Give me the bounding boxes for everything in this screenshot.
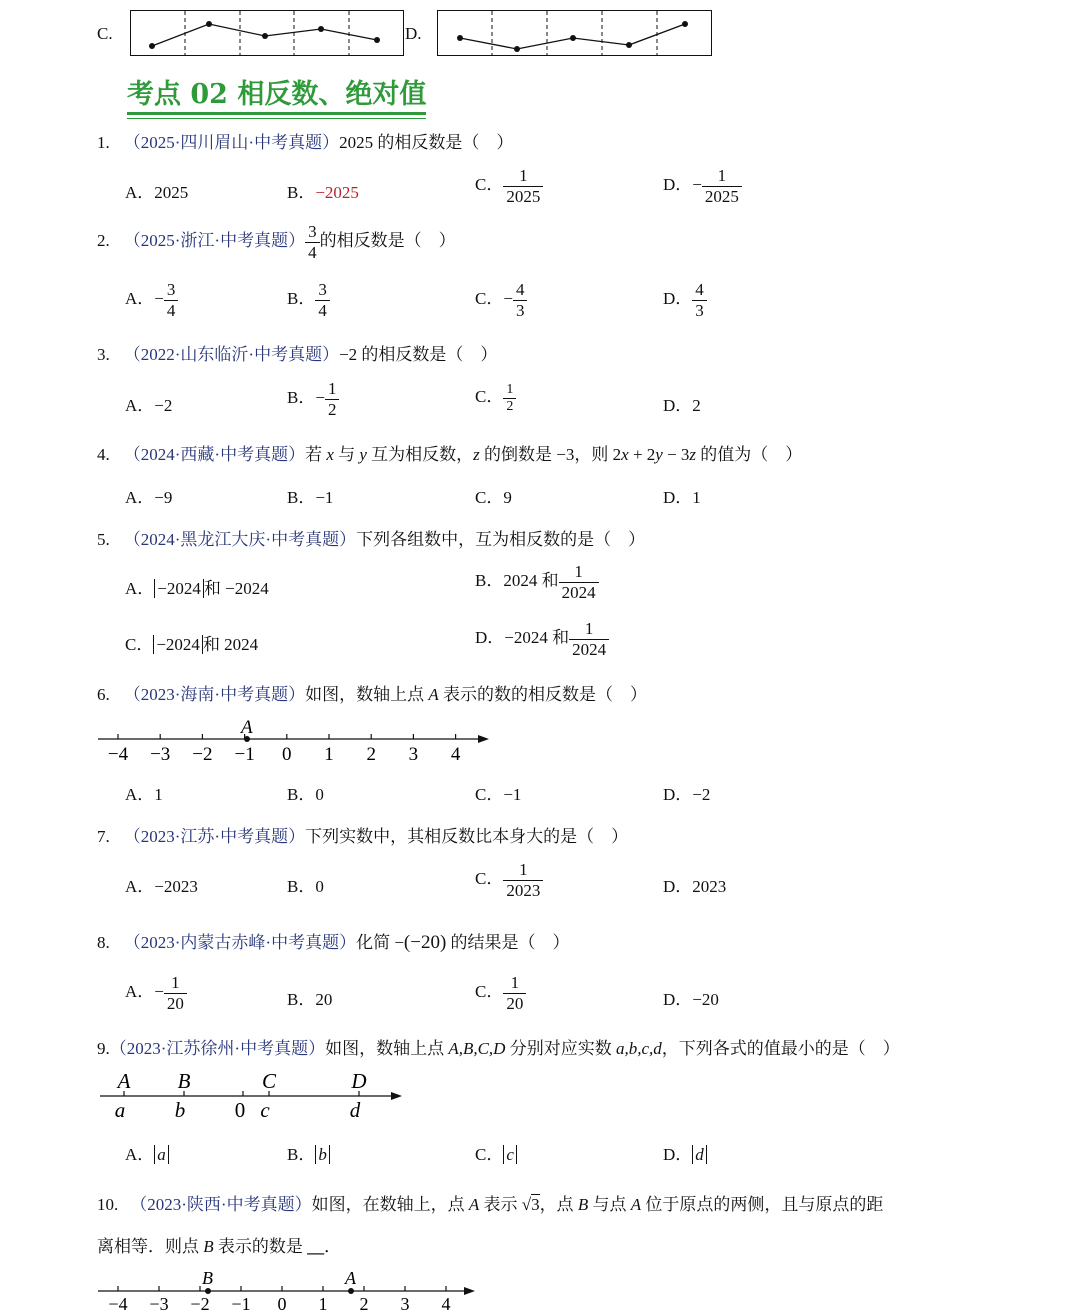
q3-option-c bbox=[475, 382, 516, 415]
tick-label: 2 bbox=[359, 1294, 369, 1314]
fraction-denominator: 2024 bbox=[569, 639, 609, 660]
q6-option-b: B．0 bbox=[287, 785, 324, 804]
q2-option-c bbox=[475, 280, 527, 320]
question-4 bbox=[97, 440, 802, 465]
option-value: 和 2024 bbox=[202, 635, 259, 654]
option-label: D． bbox=[663, 1145, 693, 1164]
option-d-graph bbox=[437, 10, 712, 56]
point-label: D bbox=[351, 1069, 367, 1093]
q8-option-d: D．−20 bbox=[663, 990, 719, 1009]
question-2 bbox=[97, 222, 456, 262]
question-text: 的相反数是（ ） bbox=[319, 230, 456, 250]
tick-label: 4 bbox=[441, 1294, 451, 1314]
tick-label: −1 bbox=[231, 1294, 251, 1314]
fraction-numerator: 3 bbox=[308, 222, 317, 241]
question-10 bbox=[97, 1190, 883, 1215]
absolute-value: −2024 bbox=[154, 579, 204, 598]
option-d-label: D. bbox=[405, 24, 422, 43]
tick-label: −4 bbox=[107, 744, 129, 765]
point-label: A bbox=[117, 1069, 131, 1093]
option-label: D．− bbox=[663, 174, 702, 194]
fraction-numerator: 1 bbox=[584, 619, 594, 638]
question-text: 下列实数中，其相反数比本身大的是（ ） bbox=[305, 827, 629, 846]
text-segment: ，点 bbox=[539, 1195, 578, 1214]
option-label: B．2024 和 bbox=[475, 570, 559, 590]
question-10-line-2 bbox=[97, 1232, 341, 1257]
fraction-numerator: 1 bbox=[519, 860, 528, 879]
question-number: 3. bbox=[97, 345, 110, 364]
fraction-numerator: 1 bbox=[717, 166, 727, 185]
option-label: B．− bbox=[287, 387, 325, 407]
fraction-denominator: 3 bbox=[692, 300, 707, 321]
fraction-numerator: 3 bbox=[318, 280, 327, 299]
q6-option-a: A．1 bbox=[125, 785, 163, 804]
variable: A bbox=[630, 1195, 642, 1214]
graph-point bbox=[514, 46, 520, 52]
q9-option-b bbox=[287, 1140, 330, 1165]
axis-arrow bbox=[478, 735, 489, 743]
q4-option-d: D．1 bbox=[663, 488, 701, 507]
option-label: C． bbox=[475, 387, 504, 406]
question-3 bbox=[97, 340, 497, 365]
fraction-numerator: 1 bbox=[510, 973, 520, 992]
question-1 bbox=[97, 128, 513, 153]
q4-option-b: B．−1 bbox=[287, 488, 334, 507]
number-line-q6 bbox=[95, 712, 495, 768]
q1-option-b bbox=[287, 178, 359, 203]
text-segment: ，下列各式的值最小的是（ ） bbox=[661, 1039, 900, 1058]
question-9 bbox=[97, 1034, 900, 1059]
fraction-denominator: 2 bbox=[503, 398, 516, 415]
tick-label: −3 bbox=[150, 744, 171, 765]
sqrt-symbol: √ bbox=[521, 1195, 532, 1214]
q8-option-c bbox=[475, 973, 526, 1013]
graph-point bbox=[318, 26, 324, 32]
question-number: 5. bbox=[97, 530, 110, 549]
text-segment: 表示的数的相反数是（ ） bbox=[438, 685, 647, 704]
graph-frame bbox=[131, 11, 404, 56]
section-heading: 考点 02 相反数、绝对值 bbox=[127, 72, 426, 115]
tick-label: 0 bbox=[277, 1294, 287, 1314]
fraction-numerator: 1 bbox=[519, 166, 528, 185]
text-segment: 化简 − bbox=[356, 933, 404, 952]
tick-label: −4 bbox=[108, 1294, 128, 1314]
q1-option-d bbox=[663, 166, 742, 206]
tick-label: −3 bbox=[149, 1294, 169, 1314]
axis-arrow bbox=[464, 1287, 475, 1295]
option-label: C． bbox=[475, 1145, 504, 1164]
question-source: （2024·黑龙江大庆·中考真题） bbox=[123, 530, 357, 549]
q8-option-a bbox=[125, 973, 187, 1013]
axis-ticks bbox=[108, 1286, 450, 1314]
option-label: A．− bbox=[125, 981, 164, 1001]
graph-point bbox=[570, 35, 576, 41]
q4-option-a: A．−9 bbox=[125, 488, 173, 507]
question-source: （2025·浙江·中考真题） bbox=[123, 230, 306, 250]
option-label: C．− bbox=[475, 288, 513, 308]
text-segment: 若 bbox=[305, 445, 327, 464]
text-segment: 分别对应实数 bbox=[505, 1039, 616, 1058]
fraction-numerator: 1 bbox=[171, 973, 180, 992]
question-8 bbox=[97, 928, 570, 954]
q6-option-c: C．−1 bbox=[475, 785, 522, 804]
question-text: 2025 的相反数是（ ） bbox=[339, 133, 514, 152]
fraction-numerator: 3 bbox=[166, 280, 176, 299]
question-7 bbox=[97, 822, 628, 847]
option-c-graph bbox=[130, 10, 404, 56]
question-number: 4. bbox=[97, 445, 110, 464]
option-label: C． bbox=[475, 981, 504, 1001]
fraction-numerator: 4 bbox=[695, 280, 704, 299]
fraction-denominator: 20 bbox=[503, 993, 526, 1014]
q2-option-a bbox=[125, 280, 178, 320]
question-source: （2023·内蒙古赤峰·中考真题） bbox=[123, 933, 357, 952]
option-label: C． bbox=[475, 868, 504, 888]
q1-option-c bbox=[475, 166, 543, 206]
fraction-denominator: 2025 bbox=[503, 186, 543, 207]
value-label: b bbox=[174, 1098, 186, 1122]
fraction-denominator: 4 bbox=[315, 300, 330, 321]
q5-option-a bbox=[125, 574, 269, 599]
question-number: 2. bbox=[97, 230, 110, 250]
absolute-value: d bbox=[692, 1145, 707, 1164]
text-segment: ． bbox=[324, 1237, 342, 1256]
value-label: c bbox=[260, 1098, 270, 1122]
text-segment: 与 bbox=[333, 445, 360, 464]
point-label: C bbox=[261, 1069, 277, 1093]
q1-option-a: A．2025 bbox=[125, 183, 189, 202]
fraction-numerator: 4 bbox=[515, 280, 525, 299]
question-source: （2023·江苏·中考真题） bbox=[123, 827, 306, 846]
question-source: （2023·江苏徐州·中考真题） bbox=[109, 1039, 326, 1058]
q3-option-d: D．2 bbox=[663, 396, 701, 415]
absolute-value: a bbox=[154, 1145, 169, 1164]
tick-label: 0 bbox=[282, 744, 292, 765]
question-number: 10. bbox=[97, 1195, 119, 1214]
text-segment: 表示 bbox=[479, 1195, 522, 1214]
question-source: （2023·陕西·中考真题） bbox=[130, 1195, 312, 1214]
option-label: A．− bbox=[125, 288, 164, 308]
answer-blank: __ bbox=[307, 1237, 325, 1256]
variable: A,B,C,D bbox=[448, 1039, 506, 1058]
fraction-denominator: 2023 bbox=[503, 880, 543, 901]
value-label: a bbox=[114, 1098, 126, 1122]
text-segment: 如图，在数轴上，点 bbox=[311, 1195, 469, 1214]
variable: A bbox=[468, 1195, 480, 1214]
option-label: C． bbox=[475, 174, 504, 194]
fraction-denominator: 3 bbox=[513, 300, 528, 321]
variable: a,b,c,d bbox=[615, 1039, 662, 1058]
graph-point bbox=[374, 37, 380, 43]
option-c-label: C. bbox=[97, 24, 113, 43]
option-label: A． bbox=[125, 579, 155, 598]
text-segment: 的结果是（ ） bbox=[446, 933, 570, 952]
question-number: 1. bbox=[97, 133, 110, 152]
value-label: d bbox=[349, 1098, 361, 1122]
number-line-q9 bbox=[95, 1064, 410, 1124]
q3-option-b bbox=[287, 379, 339, 419]
fraction-numerator: 1 bbox=[327, 379, 337, 398]
question-number: 9. bbox=[97, 1039, 110, 1058]
variable: B bbox=[203, 1237, 214, 1256]
q7-option-a: A．−2023 bbox=[125, 877, 198, 896]
graph-point bbox=[626, 42, 632, 48]
tick-label: 1 bbox=[324, 744, 334, 765]
tick-label: −1 bbox=[234, 744, 255, 765]
fraction-denominator: 4 bbox=[305, 242, 320, 263]
option-label: A． bbox=[125, 1145, 155, 1164]
fraction-denominator: 20 bbox=[164, 993, 187, 1014]
q9-option-c bbox=[475, 1140, 517, 1165]
text-segment: 与点 bbox=[588, 1195, 631, 1214]
variable: x bbox=[621, 445, 629, 464]
fraction-denominator: 2 bbox=[325, 399, 340, 420]
q7-option-d: D．2023 bbox=[663, 877, 727, 896]
option-label: B． bbox=[287, 288, 316, 308]
question-number: 7. bbox=[97, 827, 110, 846]
question-source: （2023·海南·中考真题） bbox=[123, 685, 306, 704]
q5-option-b bbox=[475, 562, 599, 602]
number-line-q10 bbox=[95, 1266, 480, 1316]
question-source: （2024·西藏·中考真题） bbox=[123, 445, 306, 464]
tick-label: 3 bbox=[400, 1294, 410, 1314]
point-a-label: A bbox=[345, 1268, 356, 1288]
variable: x bbox=[326, 445, 334, 464]
point-label: B bbox=[177, 1069, 191, 1093]
question-5 bbox=[97, 525, 645, 550]
fraction-denominator: 2025 bbox=[702, 186, 742, 207]
text-segment: 互为相反数， bbox=[366, 445, 474, 464]
q9-option-d bbox=[663, 1140, 707, 1165]
option-label: D．−2024 和 bbox=[475, 627, 570, 647]
q3-option-a: A．−2 bbox=[125, 396, 173, 415]
text-segment: 位于原点的两侧，且与原点的距 bbox=[641, 1195, 884, 1214]
text-segment: 离相等．则点 bbox=[97, 1237, 204, 1256]
tick-label: 4 bbox=[450, 744, 461, 765]
q2-option-b bbox=[287, 280, 330, 320]
question-number: 6. bbox=[97, 685, 110, 704]
text-segment: 如图，数轴上点 bbox=[325, 1039, 449, 1058]
graph-point bbox=[457, 35, 463, 41]
tick-label: −2 bbox=[190, 1294, 210, 1314]
option-value: −2025 bbox=[315, 183, 359, 202]
axis-arrow bbox=[391, 1092, 402, 1100]
text-segment: − 3 bbox=[662, 445, 690, 464]
text-segment: 如图，数轴上点 bbox=[305, 685, 429, 704]
variable: A bbox=[428, 685, 439, 704]
question-text: 下列各组数中，互为相反数的是（ ） bbox=[356, 530, 646, 549]
sqrt-radicand: 3 bbox=[531, 1195, 540, 1214]
option-label: D． bbox=[663, 288, 693, 308]
question-text: −2 的相反数是（ ） bbox=[339, 345, 498, 364]
fraction-denominator: 2024 bbox=[559, 582, 599, 603]
graph-point bbox=[682, 21, 688, 27]
variable: B bbox=[577, 1195, 589, 1214]
q2-option-d bbox=[663, 280, 707, 320]
tick-label: −2 bbox=[192, 744, 213, 765]
fraction-denominator: 4 bbox=[164, 300, 179, 321]
q5-option-d bbox=[475, 619, 609, 659]
graph-point bbox=[262, 33, 268, 39]
option-value: 和 −2024 bbox=[203, 579, 269, 598]
variable: z bbox=[689, 445, 697, 464]
option-label: B． bbox=[287, 183, 316, 202]
q7-option-c bbox=[475, 860, 543, 900]
absolute-value: c bbox=[503, 1145, 517, 1164]
q6-option-d: D．−2 bbox=[663, 785, 711, 804]
fraction-numerator: 1 bbox=[574, 562, 583, 581]
fraction-numerator: 1 bbox=[506, 382, 514, 398]
graph-point bbox=[206, 21, 212, 27]
graph-point bbox=[149, 43, 155, 49]
text-segment: 的值为（ ） bbox=[696, 445, 803, 464]
variable: y bbox=[655, 445, 663, 464]
tick-label: 1 bbox=[318, 1294, 328, 1314]
question-number: 8. bbox=[97, 933, 110, 952]
tick-label: 3 bbox=[408, 744, 419, 765]
graph-frame bbox=[438, 11, 712, 56]
question-source: （2022·山东临沂·中考真题） bbox=[123, 345, 340, 364]
variable: y bbox=[359, 445, 367, 464]
q5-option-c bbox=[125, 630, 258, 655]
variable: z bbox=[473, 445, 480, 464]
tick-label: 2 bbox=[366, 744, 376, 765]
option-label: B． bbox=[287, 1145, 316, 1164]
point-a-label: A bbox=[241, 717, 253, 738]
question-6 bbox=[97, 680, 647, 705]
zero-label: 0 bbox=[234, 1098, 246, 1122]
expression: (−20) bbox=[403, 932, 447, 953]
point-a-dot bbox=[348, 1288, 354, 1294]
absolute-value: b bbox=[315, 1145, 330, 1164]
text-segment: + 2 bbox=[628, 445, 656, 464]
point-b-dot bbox=[205, 1288, 211, 1294]
q4-option-c: C．9 bbox=[475, 488, 512, 507]
question-source: （2025·四川眉山·中考真题） bbox=[123, 133, 340, 152]
option-label: C． bbox=[125, 635, 154, 654]
q9-option-a bbox=[125, 1140, 169, 1165]
absolute-value: −2024 bbox=[153, 635, 203, 654]
text-segment: 表示的数是 bbox=[213, 1237, 308, 1256]
point-b-label: B bbox=[202, 1268, 213, 1288]
q8-option-b: B．20 bbox=[287, 990, 333, 1009]
text-segment: 的倒数是 −3，则 2 bbox=[479, 445, 622, 464]
q7-option-b: B．0 bbox=[287, 877, 324, 896]
